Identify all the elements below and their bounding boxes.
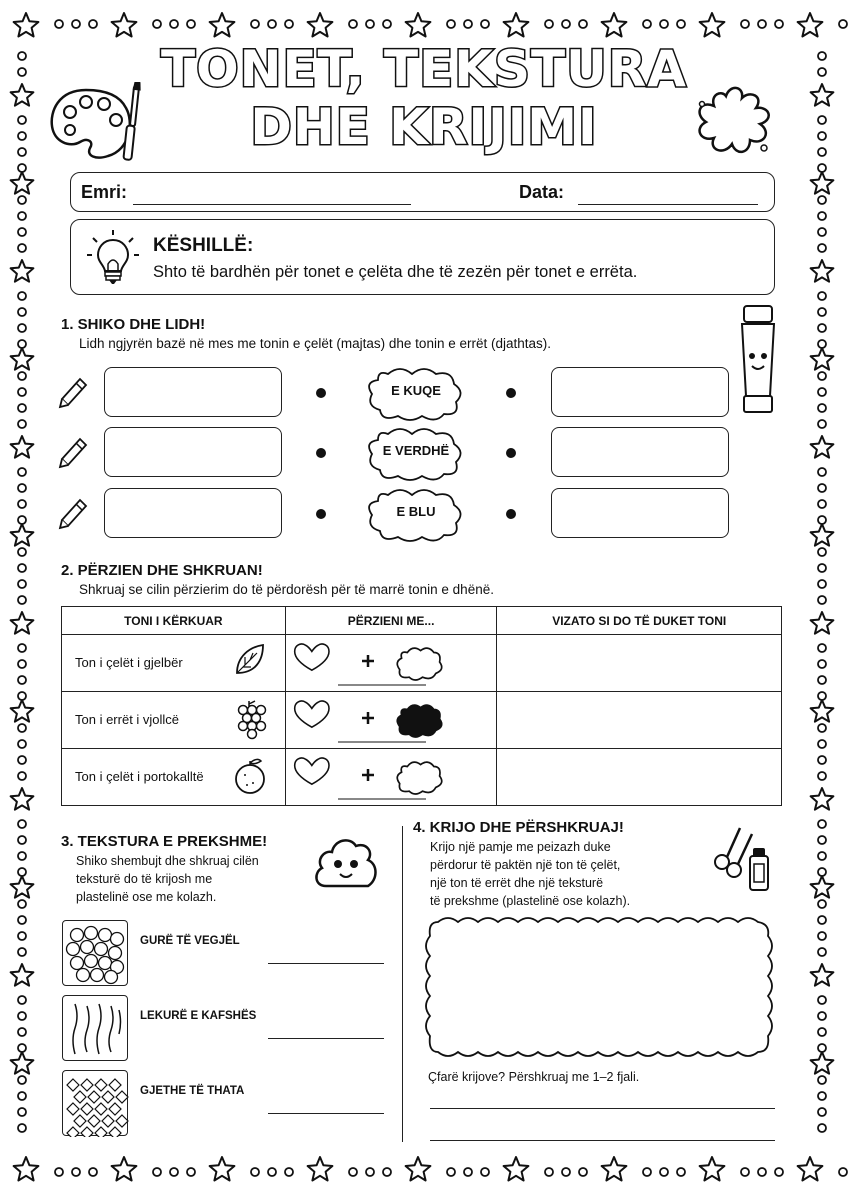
border-dot xyxy=(18,756,26,764)
border-star xyxy=(14,13,39,37)
border-dot xyxy=(818,244,826,252)
border-star xyxy=(11,700,34,722)
tone-label: Ton i errët i vjollcë xyxy=(75,712,180,727)
border-dot xyxy=(18,836,26,844)
border-dot xyxy=(18,740,26,748)
texture-label: LEKURË E KAFSHËS xyxy=(140,1010,257,1022)
border-dot xyxy=(18,292,26,300)
border-dot xyxy=(89,1168,97,1176)
mix-table xyxy=(61,606,782,806)
border-dot xyxy=(18,724,26,732)
border-dot xyxy=(18,1044,26,1052)
border-dot xyxy=(72,20,80,28)
border-dot xyxy=(818,916,826,924)
border-dot xyxy=(447,1168,455,1176)
border-dot xyxy=(251,20,259,28)
border-dot xyxy=(18,244,26,252)
mix-color-cloud xyxy=(397,648,441,680)
draw-cell[interactable] xyxy=(497,749,782,806)
border-dot xyxy=(481,1168,489,1176)
plus-sign xyxy=(362,712,374,724)
tone-cell xyxy=(62,635,286,692)
light-tone-box-e-kuqe[interactable] xyxy=(104,367,282,417)
border-dot xyxy=(18,404,26,412)
section3-title: 3. TEKSTURA E PREKSHME! xyxy=(61,833,268,850)
section3-instruction-line-3: plastelinë ose me kolazh. xyxy=(76,890,217,904)
border-star xyxy=(112,1157,137,1181)
border-dot xyxy=(818,1092,826,1100)
border-dot xyxy=(464,20,472,28)
border-star xyxy=(700,13,725,37)
header-draw: VIZATO SI DO TË DUKET TONI xyxy=(497,607,782,635)
border-dot xyxy=(18,580,26,588)
mix-cell xyxy=(285,635,497,692)
border-dot xyxy=(187,20,195,28)
border-dot xyxy=(18,564,26,572)
border-dot xyxy=(545,1168,553,1176)
connect-dot-right[interactable] xyxy=(506,509,516,519)
connect-dot-left[interactable] xyxy=(316,448,326,458)
border-dot xyxy=(170,20,178,28)
date-field[interactable] xyxy=(578,204,758,205)
border-star xyxy=(798,13,823,37)
border-dot xyxy=(818,516,826,524)
border-star xyxy=(811,612,834,634)
light-tone-box-e-blu[interactable] xyxy=(104,488,282,538)
border-dot xyxy=(383,1168,391,1176)
border-dot xyxy=(18,308,26,316)
border-star xyxy=(811,172,834,194)
plus-sign xyxy=(362,769,374,781)
border-dot xyxy=(18,1092,26,1100)
border-dot xyxy=(818,324,826,332)
border-dot xyxy=(18,484,26,492)
tone-label: Ton i çelët i gjelbër xyxy=(75,655,183,670)
border-dot xyxy=(268,1168,276,1176)
border-dot xyxy=(18,372,26,380)
section3-instruction-line-1: Shiko shembujt dhe shkruaj cilën xyxy=(76,854,259,868)
border-dot xyxy=(251,1168,259,1176)
section2-title: 2. PËRZIEN DHE SHKRUAN! xyxy=(61,562,263,579)
border-dot xyxy=(18,212,26,220)
border-dot xyxy=(18,420,26,428)
border-star xyxy=(308,1157,333,1181)
base-color-cloud-e-verdhe xyxy=(366,426,466,480)
border-dot xyxy=(349,1168,357,1176)
border-dot xyxy=(18,676,26,684)
section3-instruction-line-2: teksturë do të krijosh me xyxy=(76,872,213,886)
border-dot xyxy=(153,20,161,28)
border-star xyxy=(504,13,529,37)
mix-formula xyxy=(286,749,496,805)
border-dot xyxy=(818,564,826,572)
border-dot xyxy=(818,868,826,876)
section4-instruction-line-2: përdorur të paktën një ton të çelët, xyxy=(430,858,621,872)
border-dot xyxy=(818,756,826,764)
border-dot xyxy=(18,1028,26,1036)
border-dot xyxy=(18,228,26,236)
border-dot xyxy=(818,164,826,172)
border-dot xyxy=(677,1168,685,1176)
border-dot xyxy=(481,20,489,28)
border-dot xyxy=(18,1108,26,1116)
border-dot xyxy=(775,1168,783,1176)
border-star xyxy=(14,1157,39,1181)
border-dot xyxy=(579,20,587,28)
border-star xyxy=(11,172,34,194)
border-dot xyxy=(818,228,826,236)
border-dot xyxy=(55,1168,63,1176)
dark-tone-box-e-verdhe[interactable] xyxy=(551,427,729,477)
border-dot xyxy=(18,948,26,956)
section2-instruction: Shkruaj se cilin përzierim do të përdorësh për të marrë tonin e dhënë. xyxy=(79,582,494,597)
border-star xyxy=(11,524,34,546)
border-dot xyxy=(741,20,749,28)
draw-cell[interactable] xyxy=(497,692,782,749)
border-dot xyxy=(18,660,26,668)
border-dot xyxy=(643,1168,651,1176)
border-dot xyxy=(818,404,826,412)
answer-line-2[interactable] xyxy=(430,1140,775,1141)
pencil-icon xyxy=(58,494,90,530)
orange-icon xyxy=(233,757,269,797)
mix-formula xyxy=(286,692,496,748)
border-dot xyxy=(818,724,826,732)
border-dot xyxy=(775,20,783,28)
header-tone: TONI I KËRKUAR xyxy=(62,607,286,635)
border-star xyxy=(811,788,834,810)
border-dot xyxy=(18,916,26,924)
drawing-area[interactable] xyxy=(424,912,782,1062)
border-dot xyxy=(677,20,685,28)
section-divider xyxy=(402,826,403,1142)
border-dot xyxy=(818,1044,826,1052)
border-dot xyxy=(818,1076,826,1084)
mix-cell xyxy=(285,692,497,749)
section4-title: 4. KRIJO DHE PËRSHKRUAJ! xyxy=(413,819,624,836)
border-dot xyxy=(18,1124,26,1132)
border-dot xyxy=(660,20,668,28)
border-star xyxy=(11,876,34,898)
border-dot xyxy=(660,1168,668,1176)
tip-box xyxy=(70,219,775,295)
border-dot xyxy=(839,20,847,28)
border-dot xyxy=(562,20,570,28)
border-dot xyxy=(285,20,293,28)
border-dot xyxy=(818,1108,826,1116)
mix-cell xyxy=(285,749,497,806)
texture-answer-line[interactable] xyxy=(268,963,384,964)
texture-sample xyxy=(62,995,128,1061)
connect-dot-left[interactable] xyxy=(316,509,326,519)
border-star xyxy=(11,348,34,370)
base-color-label: E BLU xyxy=(396,504,436,519)
border-star xyxy=(406,1157,431,1181)
border-dot xyxy=(818,468,826,476)
border-star xyxy=(811,524,834,546)
border-star xyxy=(11,436,34,458)
border-dot xyxy=(18,1076,26,1084)
border-star xyxy=(811,700,834,722)
animal-skin-texture-icon xyxy=(63,996,129,1062)
border-dot xyxy=(818,644,826,652)
border-dot xyxy=(545,20,553,28)
tip-text: Shto të bardhën për tonet e çelëta dhe të zezën për tonet e errëta. xyxy=(153,263,638,281)
border-dot xyxy=(839,1168,847,1176)
border-star xyxy=(700,1157,725,1181)
header-mix: PËRZIENI ME... xyxy=(285,607,497,635)
border-star xyxy=(811,348,834,370)
paint-tube-icon xyxy=(736,304,780,416)
border-dot xyxy=(72,1168,80,1176)
border-dot xyxy=(366,1168,374,1176)
mix-table-row xyxy=(62,749,782,806)
grapes-icon xyxy=(233,700,269,740)
section4-instruction-line-4: të prekshme (plastelinë ose kolazh). xyxy=(430,894,631,908)
border-star xyxy=(308,13,333,37)
lightbulb-icon xyxy=(85,228,141,288)
border-star xyxy=(210,1157,235,1181)
border-dot xyxy=(18,692,26,700)
border-dot xyxy=(579,1168,587,1176)
border-dot xyxy=(818,1124,826,1132)
border-dot xyxy=(818,484,826,492)
border-star xyxy=(406,13,431,37)
mix-color-cloud xyxy=(397,705,441,737)
border-dot xyxy=(818,212,826,220)
tone-cell xyxy=(62,749,286,806)
mix-table-row xyxy=(62,692,782,749)
border-star xyxy=(11,1052,34,1074)
pencil-icon xyxy=(58,373,90,409)
pebbles-texture-icon xyxy=(63,921,129,987)
plus-sign xyxy=(362,655,374,667)
border-dot xyxy=(818,292,826,300)
mix-formula xyxy=(286,635,496,691)
border-dot xyxy=(818,852,826,860)
border-star xyxy=(798,1157,823,1181)
dark-tone-box-e-kuqe[interactable] xyxy=(551,367,729,417)
border-star xyxy=(112,13,137,37)
border-dot xyxy=(383,20,391,28)
border-dot xyxy=(268,20,276,28)
border-dot xyxy=(818,548,826,556)
border-dot xyxy=(818,660,826,668)
border-dot xyxy=(18,324,26,332)
border-dot xyxy=(818,388,826,396)
texture-sample xyxy=(62,920,128,986)
pencil-icon xyxy=(58,433,90,469)
border-star xyxy=(11,788,34,810)
tone-cell xyxy=(62,692,286,749)
border-star xyxy=(811,876,834,898)
border-dot xyxy=(18,868,26,876)
border-star xyxy=(210,13,235,37)
border-dot xyxy=(18,644,26,652)
base-color-cloud-e-kuqe xyxy=(366,366,466,420)
border-dot xyxy=(18,548,26,556)
border-star xyxy=(602,1157,627,1181)
border-dot xyxy=(18,516,26,524)
connect-dot-right[interactable] xyxy=(506,388,516,398)
border-dot xyxy=(18,596,26,604)
border-dot xyxy=(818,836,826,844)
answer-line-1[interactable] xyxy=(430,1108,775,1109)
heart-shape xyxy=(294,701,328,727)
connect-dot-right[interactable] xyxy=(506,448,516,458)
border-dot xyxy=(818,596,826,604)
border-dot xyxy=(818,308,826,316)
name-label: Emri: xyxy=(81,182,128,202)
border-dot xyxy=(285,1168,293,1176)
border-star xyxy=(11,260,34,282)
texture-sample xyxy=(62,1070,128,1136)
section4-instruction-line-3: një ton të errët dhe një teksturë xyxy=(430,876,604,890)
border-star xyxy=(504,1157,529,1181)
border-dot xyxy=(818,772,826,780)
border-dot xyxy=(818,948,826,956)
section4-instruction-line-1: Krijo një pamje me peizazh duke xyxy=(430,840,611,854)
page-title-line-2: DHE KRIJIMI xyxy=(250,98,598,156)
border-star xyxy=(811,260,834,282)
border-dot xyxy=(818,500,826,508)
border-dot xyxy=(18,1012,26,1020)
mix-table-header-row xyxy=(62,607,782,635)
name-field[interactable] xyxy=(133,204,411,205)
texture-label: GJETHE TË THATA xyxy=(140,1085,245,1097)
border-star xyxy=(811,1052,834,1074)
connect-dot-left[interactable] xyxy=(316,388,326,398)
border-dot xyxy=(818,372,826,380)
border-dot xyxy=(464,1168,472,1176)
border-star xyxy=(11,964,34,986)
base-color-label: E VERDHË xyxy=(382,443,450,458)
heart-shape xyxy=(294,644,328,670)
border-dot xyxy=(818,932,826,940)
border-dot xyxy=(818,900,826,908)
border-dot xyxy=(818,676,826,684)
border-dot xyxy=(18,500,26,508)
palette-icon xyxy=(46,82,150,164)
tip-title: KËSHILLË: xyxy=(153,235,254,256)
paint-splash-icon xyxy=(688,82,780,164)
border-dot xyxy=(55,20,63,28)
border-dot xyxy=(643,20,651,28)
heart-shape xyxy=(294,758,328,784)
texture-answer-line[interactable] xyxy=(268,1038,384,1039)
border-star xyxy=(11,612,34,634)
base-color-label: E KUQE xyxy=(391,383,441,398)
border-dot xyxy=(18,996,26,1004)
border-dot xyxy=(818,340,826,348)
leaf-icon xyxy=(233,643,269,683)
border-dot xyxy=(18,820,26,828)
border-dot xyxy=(89,20,97,28)
name-date-box xyxy=(70,172,775,212)
border-dot xyxy=(818,692,826,700)
border-dot xyxy=(18,340,26,348)
border-dot xyxy=(818,740,826,748)
border-dot xyxy=(153,1168,161,1176)
section1-instruction: Lidh ngjyrën bazë në mes me tonin e çelët (majtas) dhe tonin e errët (djathtas). xyxy=(79,336,551,351)
border-dot xyxy=(18,932,26,940)
border-star xyxy=(811,964,834,986)
border-dot xyxy=(18,772,26,780)
border-dot xyxy=(18,900,26,908)
border-dot xyxy=(170,1168,178,1176)
scissors-glue-icon xyxy=(708,822,780,898)
border-dot xyxy=(818,1012,826,1020)
section4-question: Çfarë krijove? Përshkruaj me 1–2 fjali. xyxy=(428,1070,640,1084)
border-dot xyxy=(18,164,26,172)
border-dot xyxy=(818,820,826,828)
border-dot xyxy=(562,1168,570,1176)
mix-table-row xyxy=(62,635,782,692)
light-tone-box-e-verdhe[interactable] xyxy=(104,427,282,477)
border-dot xyxy=(18,852,26,860)
border-dot xyxy=(818,420,826,428)
dry-leaves-texture-icon xyxy=(63,1071,129,1137)
border-star xyxy=(811,436,834,458)
border-dot xyxy=(447,20,455,28)
date-label: Data: xyxy=(519,182,565,202)
border-dot xyxy=(741,1168,749,1176)
border-dot xyxy=(818,196,826,204)
texture-answer-line[interactable] xyxy=(268,1113,384,1114)
section1-title: 1. SHIKO DHE LIDH! xyxy=(61,316,206,333)
tone-label: Ton i çelët i portokalltë xyxy=(75,769,204,784)
clay-blob-icon xyxy=(312,832,380,892)
border-dot xyxy=(187,1168,195,1176)
draw-cell[interactable] xyxy=(497,635,782,692)
border-dot xyxy=(758,1168,766,1176)
texture-label: GURË TË VEGJËL xyxy=(140,935,240,947)
border-dot xyxy=(18,196,26,204)
mix-color-cloud xyxy=(397,762,441,794)
border-dot xyxy=(18,468,26,476)
dark-tone-box-e-blu[interactable] xyxy=(551,488,729,538)
border-dot xyxy=(818,580,826,588)
border-dot xyxy=(818,996,826,1004)
border-dot xyxy=(818,1028,826,1036)
border-dot xyxy=(758,20,766,28)
border-dot xyxy=(349,20,357,28)
border-dot xyxy=(18,388,26,396)
border-star xyxy=(602,13,627,37)
base-color-cloud-e-blu xyxy=(366,487,466,541)
page-title-line-1: TONET, TEKSTURA xyxy=(161,40,687,98)
border-dot xyxy=(366,20,374,28)
